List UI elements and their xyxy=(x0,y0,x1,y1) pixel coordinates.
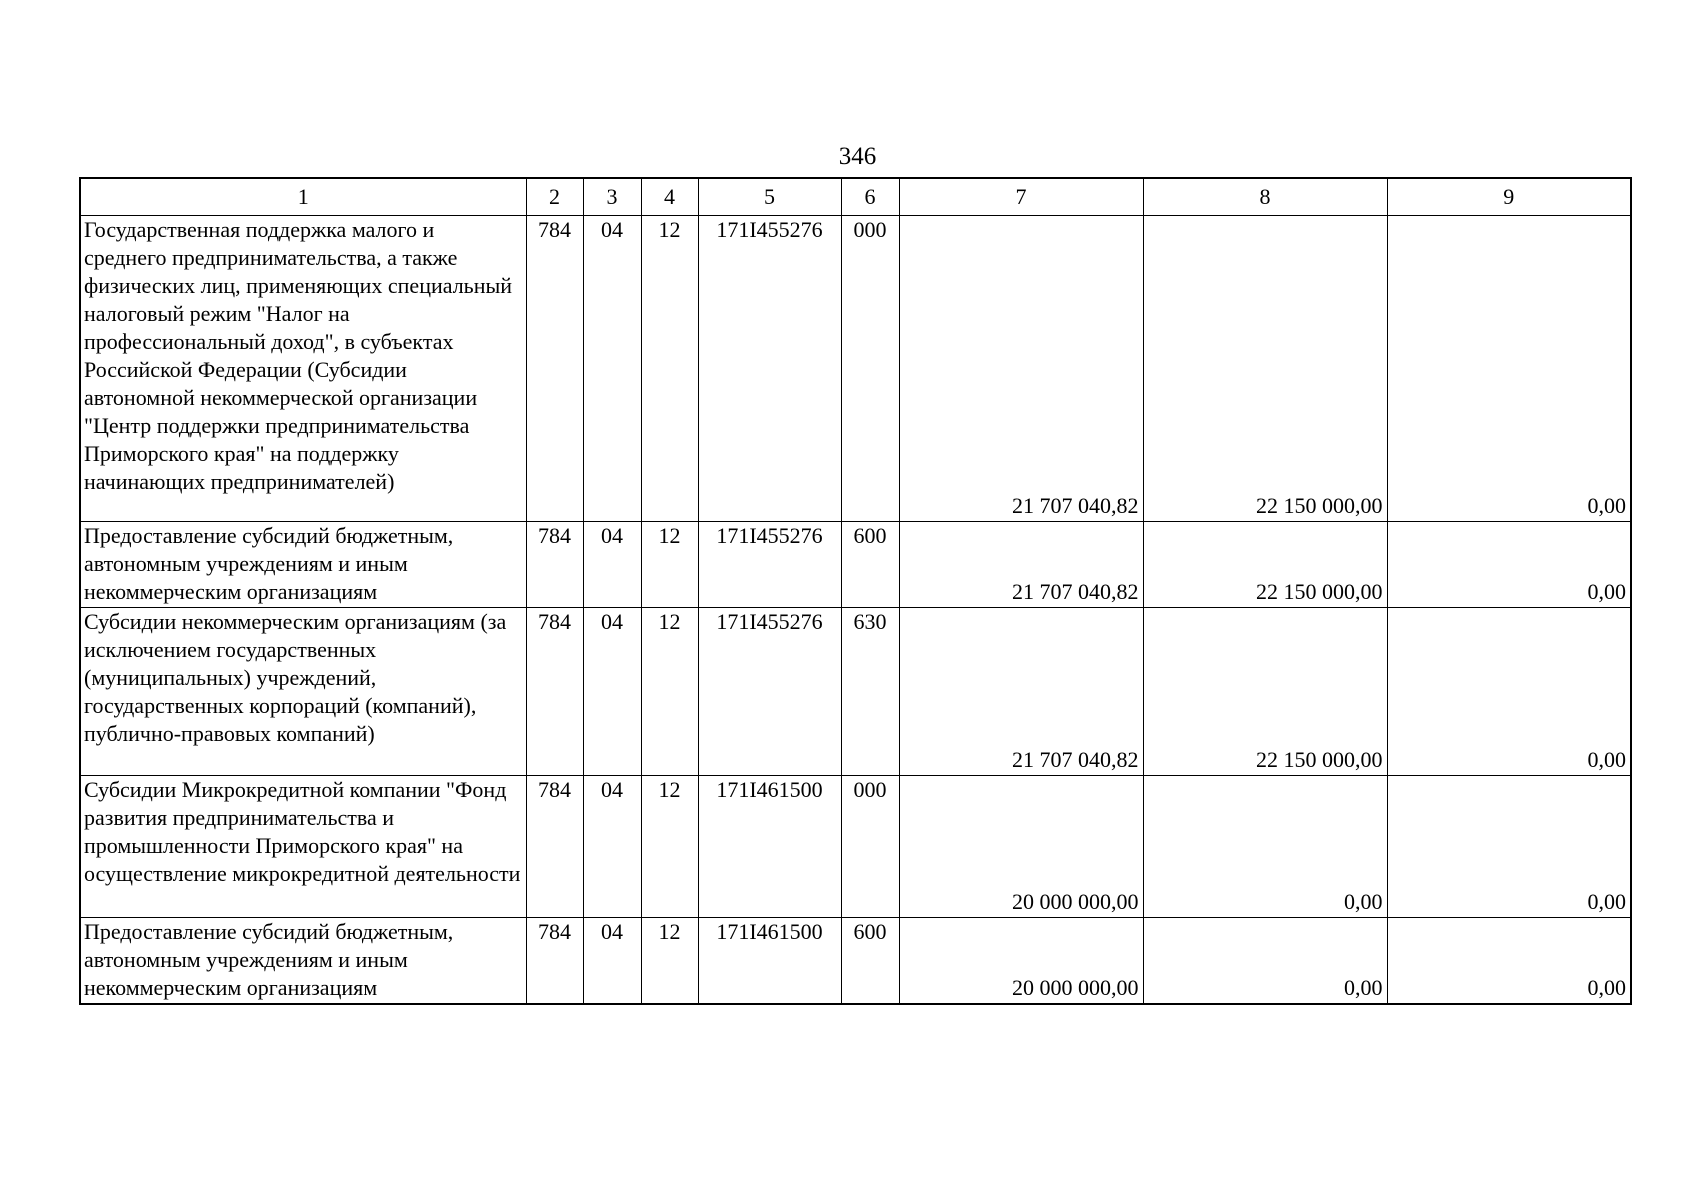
page-number: 346 xyxy=(838,143,877,170)
subsection-code: 12 xyxy=(641,216,698,522)
amount-col7: 21 707 040,82 xyxy=(899,608,1143,776)
section-code: 04 xyxy=(583,608,641,776)
column-header-5: 5 xyxy=(698,178,841,216)
admin-code: 784 xyxy=(526,216,583,522)
section-code: 04 xyxy=(583,776,641,918)
target-article-code: 171I461500 xyxy=(698,776,841,918)
amount-col7: 20 000 000,00 xyxy=(899,918,1143,1005)
admin-code: 784 xyxy=(526,776,583,918)
row-description: Государственная поддержка малого и среднего предпринимательства, а также физических лиц, применяющих специальный налоговый режим "Налог на профессиональный доход", в субъектах Российской Федерации (Субсидии автономной некоммерческой организации "Центр поддержки предпринимательства Приморского края" на поддержку начинающих предпринимателей) xyxy=(80,216,526,522)
amount-col8: 0,00 xyxy=(1143,776,1387,918)
column-header-8: 8 xyxy=(1143,178,1387,216)
amount-col8: 0,00 xyxy=(1143,918,1387,1005)
amount-col7: 21 707 040,82 xyxy=(899,216,1143,522)
header-row xyxy=(80,178,1631,216)
target-article-code: 171I455276 xyxy=(698,522,841,608)
target-article-code: 171I455276 xyxy=(698,608,841,776)
row-description: Предоставление субсидий бюджетным, автономным учреждениям и иным некоммерческим организациям xyxy=(80,918,526,1005)
section-code: 04 xyxy=(583,918,641,1005)
admin-code: 784 xyxy=(526,608,583,776)
expense-type-code: 000 xyxy=(841,776,899,918)
row-description: Предоставление субсидий бюджетным, автономным учреждениям и иным некоммерческим организациям xyxy=(80,522,526,608)
table-row xyxy=(80,608,1631,776)
admin-code: 784 xyxy=(526,918,583,1005)
subsection-code: 12 xyxy=(641,608,698,776)
amount-col9: 0,00 xyxy=(1387,216,1631,522)
table-row xyxy=(80,216,1631,522)
expense-type-code: 000 xyxy=(841,216,899,522)
table-row xyxy=(80,918,1631,1005)
section-code: 04 xyxy=(583,522,641,608)
amount-col8: 22 150 000,00 xyxy=(1143,522,1387,608)
admin-code: 784 xyxy=(526,522,583,608)
expense-type-code: 600 xyxy=(841,522,899,608)
amount-col7: 20 000 000,00 xyxy=(899,776,1143,918)
amount-col7: 21 707 040,82 xyxy=(899,522,1143,608)
section-code: 04 xyxy=(583,216,641,522)
table-row xyxy=(80,522,1631,608)
budget-table xyxy=(79,177,1632,1005)
amount-col8: 22 150 000,00 xyxy=(1143,608,1387,776)
column-header-6: 6 xyxy=(841,178,899,216)
row-description: Субсидии Микрокредитной компании "Фонд развития предпринимательства и промышленности Приморского края" на осуществление микрокредитной деятельности xyxy=(80,776,526,918)
expense-type-code: 630 xyxy=(841,608,899,776)
target-article-code: 171I461500 xyxy=(698,918,841,1005)
column-header-7: 7 xyxy=(899,178,1143,216)
subsection-code: 12 xyxy=(641,776,698,918)
amount-col8: 22 150 000,00 xyxy=(1143,216,1387,522)
target-article-code: 171I455276 xyxy=(698,216,841,522)
expense-type-code: 600 xyxy=(841,918,899,1005)
amount-col9: 0,00 xyxy=(1387,918,1631,1005)
row-description: Субсидии некоммерческим организациям (за исключением государственных (муниципальных) учреждений, государственных корпораций (компаний), публично-правовых компаний) xyxy=(80,608,526,776)
amount-col9: 0,00 xyxy=(1387,608,1631,776)
amount-col9: 0,00 xyxy=(1387,522,1631,608)
column-header-4: 4 xyxy=(641,178,698,216)
subsection-code: 12 xyxy=(641,522,698,608)
column-header-9: 9 xyxy=(1387,178,1631,216)
table-row xyxy=(80,776,1631,918)
column-header-3: 3 xyxy=(583,178,641,216)
column-header-2: 2 xyxy=(526,178,583,216)
amount-col9: 0,00 xyxy=(1387,776,1631,918)
subsection-code: 12 xyxy=(641,918,698,1005)
column-header-1: 1 xyxy=(80,178,526,216)
